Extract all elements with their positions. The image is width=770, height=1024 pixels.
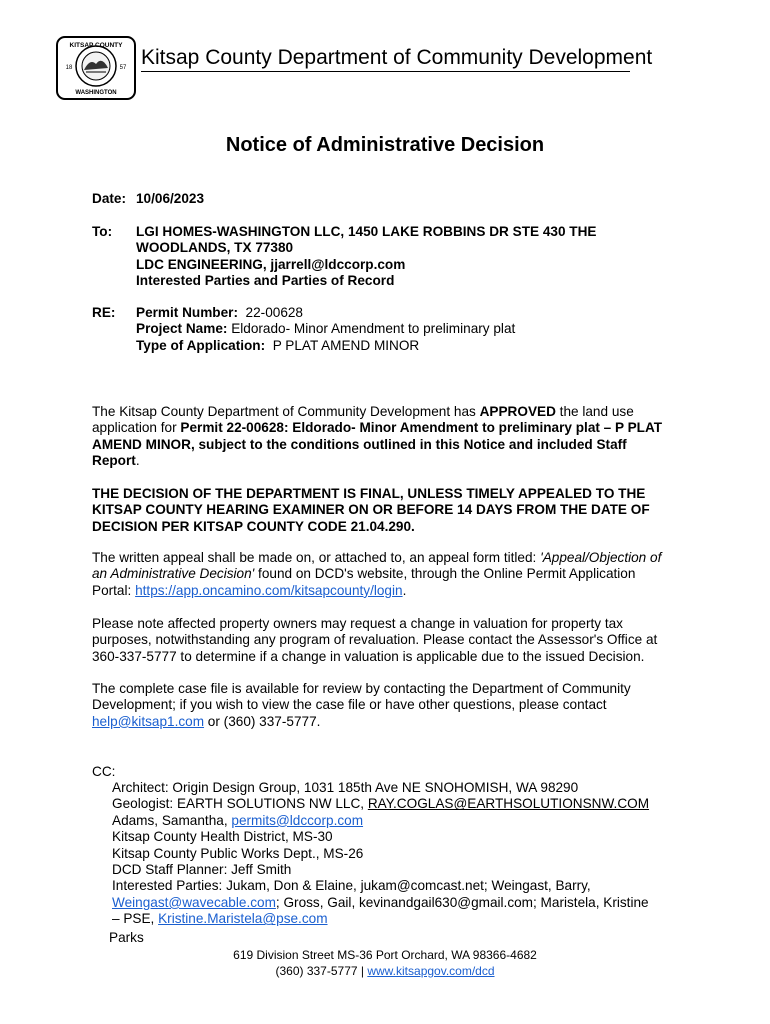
- seal-year-right: 57: [119, 65, 127, 71]
- valuation-paragraph: Please note affected property owners may request a change in valuation for property tax purposes, notwithstanding any program of revaluation. Please contact the Assessor's Office at 360-337-5777 to determine if a change in valuation is applicable due to the issued Decision.: [92, 616, 658, 664]
- footer-contact: [0, 963, 770, 979]
- case-file-paragraph: The complete case file is available for review by contacting the Department of Community Development; if you wish to view the case file or have other questions, please contact help@kitsap1.com or (360) 337-5777.: [92, 681, 631, 729]
- application-type-value: P PLAT AMEND MINOR: [272, 337, 420, 353]
- weingast-email-link[interactable]: Weingast@wavecable.com: [112, 894, 276, 910]
- cc-staff-planner: DCD Staff Planner: Jeff Smith: [112, 862, 292, 878]
- project-name-value: Eldorado- Minor Amendment to preliminary plat: [231, 321, 516, 337]
- footer-address: 619 Division Street MS-36 Port Orchard, WA 98366-4682: [233, 948, 537, 962]
- county-seal-logo: [56, 36, 136, 100]
- permit-number-value: 22-00628: [245, 305, 303, 320]
- re-label: RE:: [92, 305, 116, 320]
- recipient-line: LDC ENGINEERING, jjarrell@ldccorp.com: [136, 256, 406, 272]
- recipient-line: WOODLANDS, TX 77380: [136, 240, 294, 256]
- adams-email-link[interactable]: permits@ldccorp.com: [231, 812, 364, 828]
- cc-architect: Architect: Origin Design Group, 1031 185th Ave NE SNOHOMISH, WA 98290: [112, 780, 579, 795]
- department-header-title: Kitsap County Department of Community Development: [141, 46, 653, 69]
- seal-bottom-text: WASHINGTON: [75, 90, 117, 96]
- footer-phone: (360) 337-5777 |: [275, 964, 368, 978]
- recipient-line: Interested Parties and Parties of Record: [136, 273, 395, 289]
- help-email-link[interactable]: help@kitsap1.com: [92, 713, 205, 729]
- application-type-label: Type of Application:: [136, 337, 266, 353]
- date-label: Date:: [92, 191, 126, 206]
- seal-top-text: KITSAP COUNTY: [69, 42, 123, 49]
- footer-website-link[interactable]: www.kitsapgov.com/dcd: [367, 964, 495, 978]
- header-underline: [141, 71, 630, 72]
- cc-list: Architect: Origin Design Group, 1031 185th Ave NE SNOHOMISH, WA 98290 Geologist: EARTH SOLUTIONS NW LLC, RAY.COGLAS@EARTHSOLUTIONSNW.COM Adams, Samantha, permits@ldccorp.com Kitsap County Health District, MS-30 Kitsap County Public Works Dept., MS-26 DCD Staff Planner: Jeff Smith Interested Parties: Jukam, Don & Elaine, jukam@comcast.net; Weingast, Barry, Weingast@wavecable.com; Gross, Gail, kevinandgail630@gmail.com; Maristela, Kristine – PSE, Kristine.Maristela@pse.com: [112, 780, 650, 927]
- seal-year-left: 18: [65, 65, 73, 71]
- date-value: 10/06/2023: [136, 191, 205, 206]
- final-decision-paragraph: THE DECISION OF THE DEPARTMENT IS FINAL, UNLESS TIMELY APPEALED TO THE KITSAP COUNTY HEARING EXAMINER ON OR BEFORE 14 DAYS FROM THE DATE OF DECISION PER KITSAP COUNTY CODE 21.04.290.: [92, 486, 650, 534]
- cc-parks: Parks: [109, 930, 144, 945]
- to-label: To:: [92, 224, 113, 239]
- notice-title: Notice of Administrative Decision: [225, 134, 545, 156]
- project-name-label: Project Name:: [136, 321, 228, 337]
- cc-geologist: Geologist: EARTH SOLUTIONS NW LLC, RAY.COGLAS@EARTHSOLUTIONSNW.COM: [112, 796, 650, 812]
- approved-text: APPROVED: [479, 404, 556, 419]
- decision-paragraph: The Kitsap County Department of Community Development has APPROVED the land use application for Permit 22-00628: Eldorado- Minor Amendment to preliminary plat – P PLAT AMEND MINOR, subject to the conditions outlined in this Notice and included Staff Report.: [92, 404, 663, 469]
- cc-health-district: Kitsap County Health District, MS-30: [112, 829, 333, 845]
- recipients-block: [136, 224, 597, 290]
- re-block: [136, 305, 515, 354]
- cc-interested-parties: Interested Parties: Jukam, Don & Elaine, jukam@comcast.net; Weingast, Barry,: [112, 878, 591, 894]
- cc-public-works: Kitsap County Public Works Dept., MS-26: [112, 845, 364, 861]
- permit-number-label: Permit Number:: [136, 305, 238, 320]
- maristela-email-link[interactable]: Kristine.Maristela@pse.com: [158, 911, 328, 927]
- recipient-line: LGI HOMES-WASHINGTON LLC, 1450 LAKE ROBBINS DR STE 430 THE: [136, 224, 597, 239]
- cc-label: CC:: [92, 764, 116, 779]
- geologist-email-link[interactable]: RAY.COGLAS@EARTHSOLUTIONSNW.COM: [367, 796, 650, 812]
- permit-portal-link[interactable]: https://app.oncamino.com/kitsapcounty/login: [135, 582, 403, 598]
- cc-adams: Adams, Samantha, permits@ldccorp.com: [112, 812, 364, 828]
- appeal-paragraph: The written appeal shall be made on, or attached to, an appeal form titled: 'Appeal/Objection of an Administrative Decision' found on DCD's website, through the Online Permit Application Portal: https://app.oncamino.com/kitsapcounty/login.: [92, 550, 662, 598]
